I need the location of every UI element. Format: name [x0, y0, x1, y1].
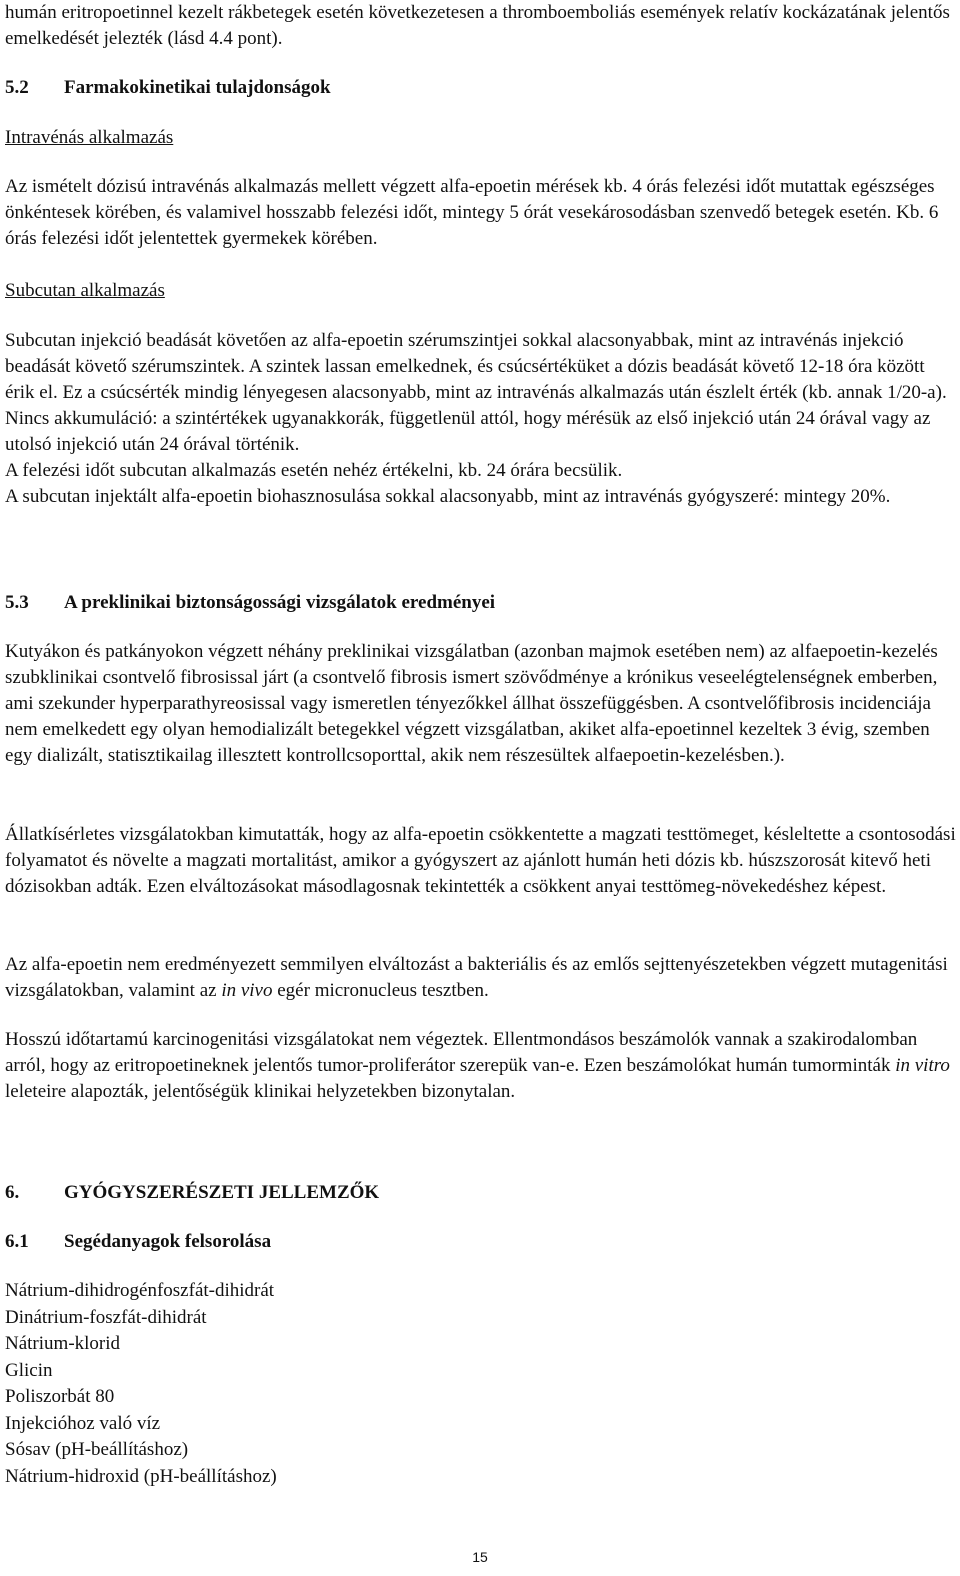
- iv-subheading: Intravénás alkalmazás: [5, 127, 174, 148]
- section-title: Segédanyagok felsorolása: [64, 1231, 272, 1252]
- list-item: Nátrium-klorid: [5, 1333, 121, 1354]
- text-run: Hosszú időtartamú karcinogenitási vizsgálatokat nem végeztek. Ellentmondásos beszámolók vannak a szakirodalomban arról, hogy az eritropoetineknek jelentős tumor-proliferátor szerepük van-e. Ezen beszámolókat humán tumorminták: [5, 1029, 918, 1076]
- text-run: leleteire alapozták, jelentőségük klinikai helyzetekben bizonytalan.: [5, 1081, 516, 1102]
- section-title: GYÓGYSZERÉSZETI JELLEMZŐK: [64, 1182, 380, 1203]
- preclinical-paragraph-1: Kutyákon és patkányokon végzett néhány preklinikai vizsgálatban (azonban majmok esetében nem) az alfaepoetin-kezelés szubklinikai csontvelő fibrosissal járt (a csontvelő fibrosis ismert szövődménye a krónikus veseelégtelenségnek emberben, ami szekunder hyperparathyreosissal vagy ismeretlen tényezőkkel állhat összefüggésben. A csontvelőfibrosis incidenciája nem emelkedett egy olyan hemodializált betegekkel végzett vizsgálatban, akiket alfa-epoetinnel kezeltek 3 évig, szemben egy dializált, statisztikailag illesztett kontrollcsoporttal, akik nem részesültek alfaepoetin-kezelésben.).: [5, 641, 938, 766]
- section-title: A preklinikai biztonságossági vizsgálatok eredményei: [64, 592, 496, 613]
- iv-paragraph: Az ismételt dózisú intravénás alkalmazás mellett végzett alfa-epoetin mérések kb. 4 órás felezési időt mutattak egészséges önkéntesek körében, és valamivel hosszabb felezési időt, mintegy 5 órát vesekárosodásban szenvedő betegek esetén. Kb. 6 órás felezési időt jelentettek gyermekek körében.: [5, 176, 939, 249]
- list-item: Nátrium-dihidrogénfoszfát-dihidrát: [5, 1280, 275, 1301]
- sc-paragraphs: [5, 328, 957, 510]
- section-6-heading: [5, 1180, 957, 1206]
- page-number: 15: [472, 1549, 488, 1565]
- list-item: Dinátrium-foszfát-dihidrát: [5, 1306, 207, 1328]
- text-run: egér micronucleus tesztben.: [272, 980, 489, 1001]
- sc-subheading: Subcutan alkalmazás: [5, 280, 165, 301]
- sc-paragraph-2: Nincs akkumuláció: a szintértékek ugyanakkorák, függetlenül attól, hogy mérésük az első injekció után 24 órával vagy az utolsó injekció után 24 órával történik.: [5, 408, 931, 455]
- excipient-list: [5, 1278, 957, 1490]
- preclinical-paragraph-3: [5, 952, 957, 1004]
- section-number: 6.: [5, 1182, 20, 1203]
- section-5-3-heading: [5, 590, 957, 616]
- italic-term: in vivo: [221, 980, 273, 1001]
- section-number: 6.1: [5, 1231, 29, 1252]
- list-item: Injekcióhoz való víz: [5, 1412, 161, 1434]
- sc-paragraph-3: A felezési időt subcutan alkalmazás esetén nehéz értékelni, kb. 24 órára becsülik.: [5, 460, 623, 481]
- section-number: 5.2: [5, 77, 29, 98]
- section-number: 5.3: [5, 592, 29, 613]
- list-item: Sósav (pH-beállításhoz): [5, 1439, 189, 1460]
- italic-term: in vitro: [895, 1055, 950, 1076]
- preclinical-paragraph-4: [5, 1027, 957, 1105]
- section-5-2-heading: [5, 75, 957, 101]
- text-run: Az alfa-epoetin nem eredményezett semmilyen elváltozást a bakteriális és az emlős sejttenyészetekben végzett mutagenitási vizsgálatokban, valamint az: [5, 954, 948, 1001]
- sc-paragraph-1: Subcutan injekció beadását követően az alfa-epoetin szérumszintjei sokkal alacsonyabbak, mint az intravénás injekció beadását követő szérumszintek. A szintek lassan emelkednek, és csúcsértéküket a dózis beadását követő 12-18 óra között érik el. Ez a csúcsérték mindig lényegesen alacsonyabb, mint az intravénás alkalmazás után észlelt érték (kb. annak 1/20-a).: [5, 330, 947, 403]
- list-item: Poliszorbát 80: [5, 1386, 115, 1407]
- preclinical-paragraph-2: Állatkísérletes vizsgálatokban kimutatták, hogy az alfa-epoetin csökkentette a magzati testtömeget, késleltette a csontosodási folyamatot és növelte a magzati mortalitást, amikor a gyógyszert az ajánlott humán heti dózis kb. húszszorosát kitevő heti dózisokban adták. Ezen elváltozásokat másodlagosnak tekintették a csökkent anyai testtömeg-növekedéshez képest.: [5, 824, 956, 897]
- section-title: Farmakokinetikai tulajdonságok: [64, 77, 331, 98]
- list-item: Glicin: [5, 1359, 53, 1381]
- intro-paragraph: humán eritropoetinnel kezelt rákbetegek esetén következetesen a thromboemboliás események relatív kockázatának jelentős emelkedését jelezték (lásd 4.4 pont).: [5, 2, 950, 49]
- list-item: Nátrium-hidroxid (pH-beállításhoz): [5, 1465, 277, 1487]
- section-6-1-heading: [5, 1229, 957, 1255]
- sc-paragraph-4: A subcutan injektált alfa-epoetin biohasznosulása sokkal alacsonyabb, mint az intravénás gyógyszeré: mintegy 20%.: [5, 486, 891, 507]
